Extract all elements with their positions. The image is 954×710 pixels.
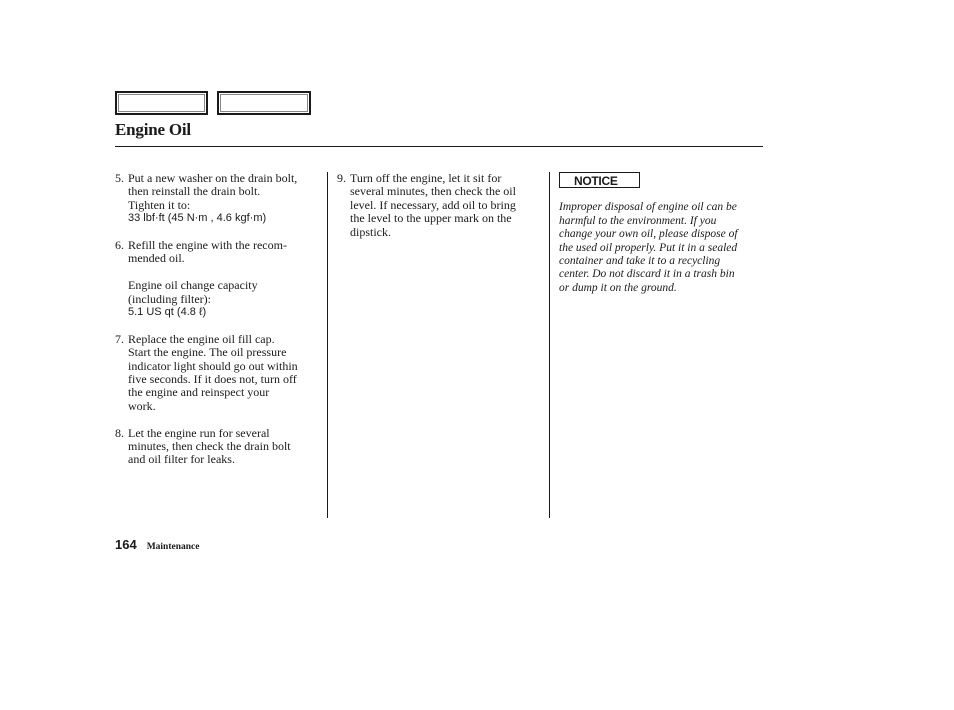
step-number: 5. <box>115 171 124 185</box>
column-middle <box>337 172 547 252</box>
step-body <box>350 172 547 239</box>
step-line: work. <box>128 398 156 413</box>
step-line: Turn off the engine, let it sit for <box>350 171 502 185</box>
step-5 <box>115 172 327 226</box>
step-line: Put a new washer on the drain bolt, <box>128 171 298 185</box>
step-body <box>128 427 327 467</box>
step-body <box>128 239 327 319</box>
notice-label: NOTICE <box>559 172 640 188</box>
step-line: Start the engine. The oil pressure <box>128 345 287 360</box>
capacity-spec: 5.1 US qt (4.8 ℓ) <box>128 306 207 319</box>
step-line: mended oil. <box>128 251 185 266</box>
step-line: (including filter): <box>128 291 211 306</box>
notice-line: container and take it to a recycling <box>559 255 721 268</box>
step-number: 6. <box>115 238 124 253</box>
title-rule <box>115 146 763 147</box>
torque-spec: 33 lbf·ft (45 N·m , 4.6 kgf·m) <box>128 212 267 225</box>
step-line: several minutes, then check the oil <box>350 184 516 199</box>
step-line: dipstick. <box>350 224 391 239</box>
step-line: Engine oil change capacity <box>128 278 258 293</box>
step-9 <box>337 172 547 239</box>
step-line: then reinstall the drain bolt. <box>128 184 261 199</box>
notice-line: the used oil properly. Put it in a sealed <box>559 241 738 254</box>
step-number: 8. <box>115 425 124 440</box>
step-line: and oil filter for leaks. <box>128 452 235 467</box>
page-footer <box>115 537 199 552</box>
notice-text <box>559 201 764 295</box>
step-8 <box>115 427 327 467</box>
column-left <box>115 172 327 480</box>
step-body <box>128 333 327 413</box>
step-line: the engine and reinspect your <box>128 385 270 400</box>
notice-line: change your own oil, please dispose of <box>559 228 738 241</box>
step-line: Let the engine run for several <box>128 425 270 440</box>
step-line: Refill the engine with the recom- <box>128 238 287 253</box>
step-line: the level to the upper mark on the <box>350 211 512 226</box>
column-divider-2 <box>549 172 550 518</box>
step-number: 9. <box>337 171 346 185</box>
step-6 <box>115 239 327 319</box>
notice-line: center. Do not discard it in a trash bin <box>559 268 735 281</box>
notice-line: harmful to the environment. If you <box>559 214 717 227</box>
nav-tab-box-right <box>217 91 311 115</box>
notice-line: or dump it on the ground. <box>559 281 677 294</box>
step-7 <box>115 333 327 413</box>
page-number: 164 <box>115 537 137 552</box>
notice-line: Improper disposal of engine oil can be <box>559 201 737 214</box>
step-line: five seconds. If it does not, turn off <box>128 372 297 387</box>
column-right <box>559 172 764 295</box>
page-title: Engine Oil <box>115 120 191 139</box>
step-line: minutes, then check the drain bolt <box>128 439 291 454</box>
step-line: Tighten it to: <box>128 197 191 212</box>
section-name: Maintenance <box>146 542 200 552</box>
step-body <box>128 172 327 226</box>
column-divider-1 <box>327 172 328 518</box>
nav-tab-box-left <box>115 91 208 115</box>
step-number: 7. <box>115 331 124 346</box>
step-line: indicator light should go out within <box>128 358 298 373</box>
step-line: Replace the engine oil fill cap. <box>128 331 275 346</box>
step-line: level. If necessary, add oil to bring <box>350 197 516 212</box>
